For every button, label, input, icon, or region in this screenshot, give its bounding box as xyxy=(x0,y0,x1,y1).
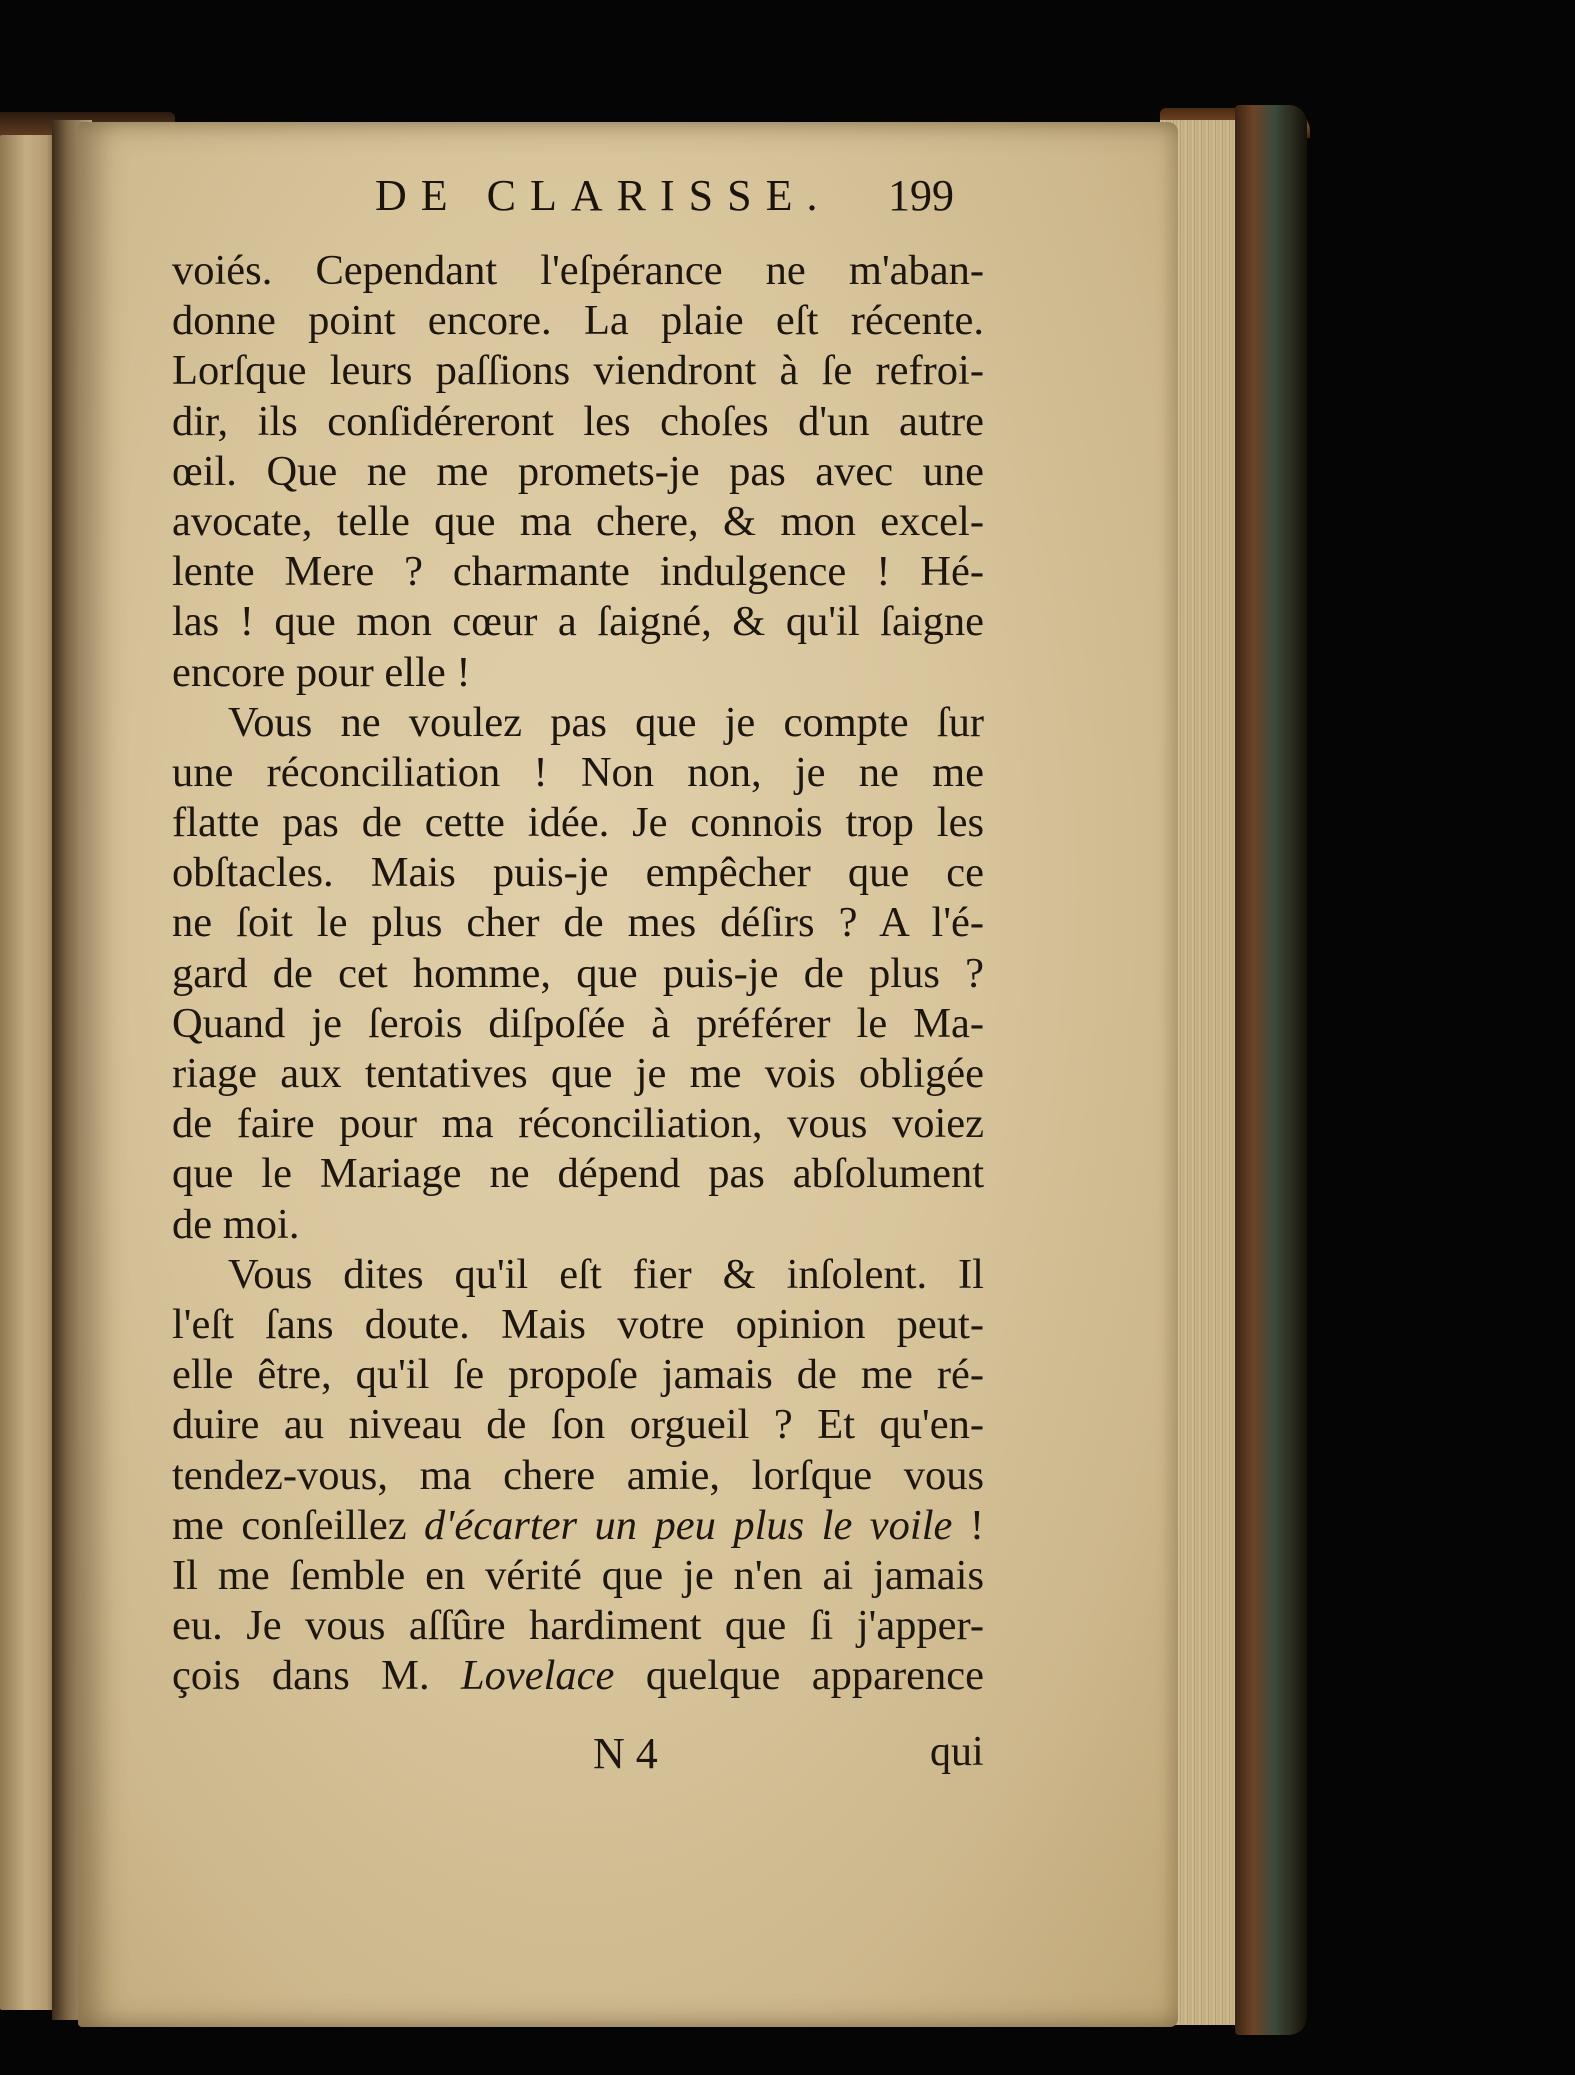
text-segment: ! xyxy=(952,1501,985,1549)
text-segment: une réconciliation ! Non non, je ne me xyxy=(172,748,984,796)
text-segment: que le Mariage ne dépend pas abſolument xyxy=(172,1150,984,1198)
text-segment: œil. Que ne me promets-je pas avec une xyxy=(172,447,984,495)
text-segment: quelque apparence xyxy=(614,1652,984,1700)
signature-mark: N 4 xyxy=(593,1729,658,1778)
text-segment: flatte pas de cette idée. Je connois trop les xyxy=(172,799,984,847)
text-line xyxy=(172,1400,984,1450)
text-line xyxy=(172,1300,984,1350)
text-line xyxy=(172,1551,984,1601)
page-number: 199 xyxy=(888,171,954,220)
text-segment: eu. Je vous aſſûre hardiment que ſi j'apper- xyxy=(172,1602,984,1650)
text-line xyxy=(172,1200,984,1250)
text-line xyxy=(172,1651,984,1701)
text-segment: tendez-vous, ma chere amie, lorſque vous xyxy=(172,1451,984,1499)
text-line xyxy=(172,999,984,1049)
text-line xyxy=(172,1099,984,1149)
text-segment: Vous ne voulez pas que je compte ſur xyxy=(228,698,984,746)
text-segment: lente Mere ? charmante indulgence ! Hé- xyxy=(172,548,984,596)
text-segment: dir, ils conſidéreront les choſes d'un autre xyxy=(172,397,984,445)
text-line xyxy=(172,698,984,748)
text-line xyxy=(172,497,984,547)
text-line xyxy=(172,1601,984,1651)
text-line xyxy=(172,748,984,798)
text-line xyxy=(172,898,984,948)
text-segment: l'eſt ſans doute. Mais votre opinion peut- xyxy=(172,1300,984,1348)
text-line xyxy=(172,848,984,898)
text-line xyxy=(172,296,984,346)
text-line xyxy=(172,1250,984,1300)
text-line xyxy=(172,1451,984,1501)
text-segment: las ! que mon cœur a ſaigné, & qu'il ſaigne xyxy=(172,598,984,646)
text-line xyxy=(172,1149,984,1199)
text-line xyxy=(172,949,984,999)
text-line xyxy=(172,1350,984,1400)
text-segment: voiés. Cependant l'eſpérance ne m'aban- xyxy=(172,247,984,294)
text-segment: Vous dites qu'il eſt fier & inſolent. Il xyxy=(228,1250,984,1298)
text-line xyxy=(172,1049,984,1099)
text-segment: avocate, telle que ma chere, & mon excel- xyxy=(172,497,984,545)
text-line xyxy=(172,447,984,497)
text-line xyxy=(172,547,984,597)
text-line xyxy=(172,346,984,396)
text-line xyxy=(172,648,984,698)
text-segment: me conſeillez xyxy=(172,1501,425,1549)
catchword: qui xyxy=(930,1729,984,1775)
running-head: DE CLARISSE. xyxy=(375,171,832,220)
book-cover-spine xyxy=(1235,105,1307,2035)
text-segment: çois dans M. xyxy=(172,1652,462,1700)
text-line xyxy=(172,246,984,296)
text-segment: donne point encore. La plaie eſt récente. xyxy=(172,297,984,345)
text-segment: Quand je ſerois diſpoſée à préférer le Ma- xyxy=(172,999,984,1047)
text-line xyxy=(172,597,984,647)
text-segment: de moi. xyxy=(172,1200,300,1248)
text-segment: Lorſque leurs paſſions viendront à ſe refroi- xyxy=(172,347,984,395)
text-segment: elle être, qu'il ſe propoſe jamais de me ré- xyxy=(172,1351,984,1399)
left-page-edge xyxy=(0,135,58,2010)
text-line xyxy=(172,798,984,848)
italic-text: d'écarter un peu plus le voile xyxy=(424,1501,953,1549)
text-segment: duire au niveau de ſon orgueil ? Et qu'en- xyxy=(172,1401,984,1449)
text-segment: de faire pour ma réconciliation, vous voiez xyxy=(172,1100,984,1148)
italic-text: Lovelace xyxy=(461,1652,615,1700)
text-segment: gard de cet homme, que puis-je de plus ? xyxy=(172,949,984,997)
text-segment: ne ſoit le plus cher de mes déſirs ? A l'é- xyxy=(172,899,984,947)
text-segment: riage aux tentatives que je me vois obligée xyxy=(172,1050,984,1097)
text-segment: Il me ſemble en vérité que je n'en ai jamais xyxy=(172,1551,984,1599)
text-segment: encore pour elle ! xyxy=(172,648,471,696)
text-segment: obſtacles. Mais puis-je empêcher que ce xyxy=(172,849,984,897)
text-line xyxy=(172,1501,984,1551)
body-text xyxy=(172,246,984,1701)
text-line xyxy=(172,397,984,447)
